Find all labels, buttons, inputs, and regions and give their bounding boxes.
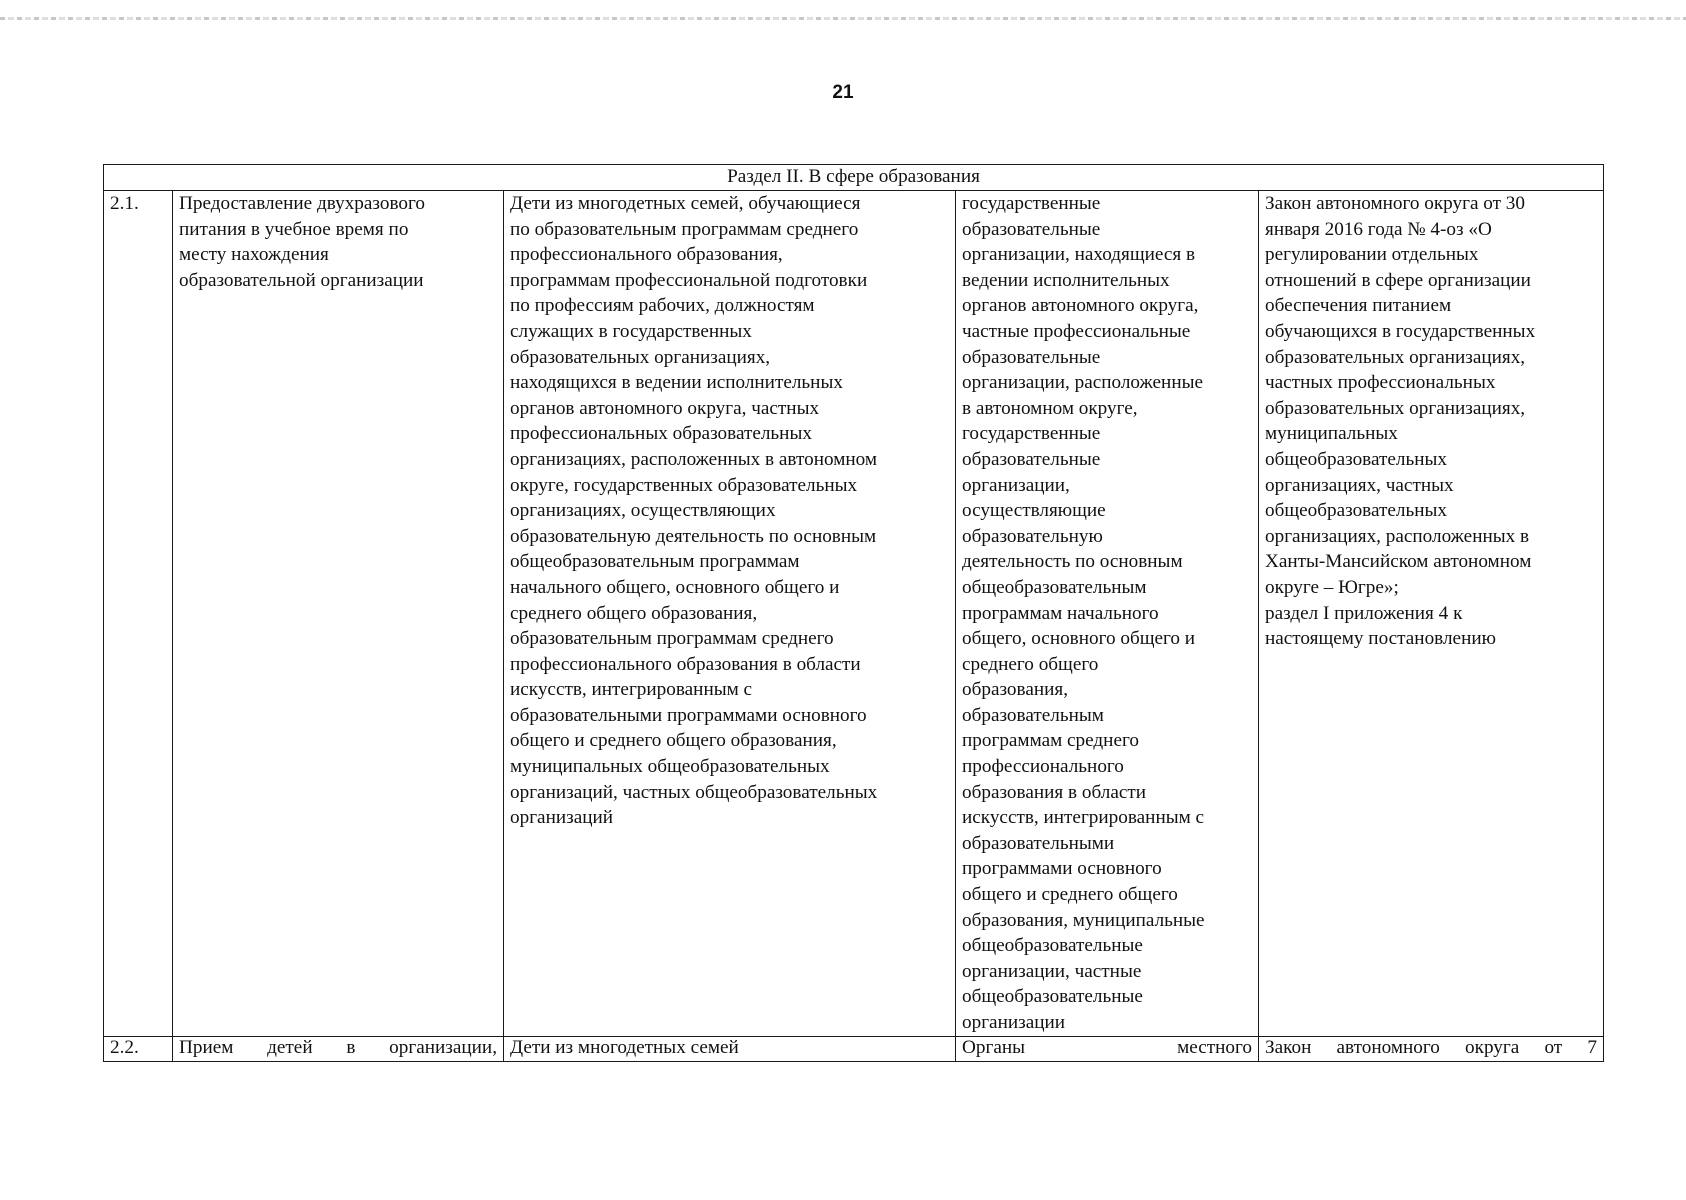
legal-basis-cell xyxy=(1259,191,1604,1037)
benefits-table xyxy=(103,164,1604,1062)
section-header-row xyxy=(104,165,1604,191)
recipients-cell: Дети из многодетных семей xyxy=(504,1036,956,1061)
row-number: 2.2. xyxy=(104,1036,173,1061)
service-cell xyxy=(173,191,504,1037)
section-title: Раздел II. В сфере образования xyxy=(104,165,1604,191)
recipients-text: Дети из многодетных семей, обучающиеся по образовательным программам среднего профессионального образования, программам профессиональной подготовки по профессиям рабочих, должностям служащих в государственных образовательных организациях, находящихся в ведении исполнительных органов автономного округа, частных профессиональных образовательных организациях, расположенных в автономном округе, государственных образовательных организациях, осуществляющих образовательную деятельность по основным общеобразовательным программам начального общего, основного общего и среднего общего образования, образовательным программам среднего профессионального образования в области искусств, интегрированным с образовательными программами основного общего и среднего общего образования, муниципальных общеобразовательных организаций, частных общеобразовательных организаций xyxy=(510,193,878,829)
legal-basis-text: Закон автономного округа от 30 января 2016 года № 4-оз «О регулировании отдельных отношений в сфере организации обеспечения питанием обучающихся в государственных образовательных организациях, частных профессиональных образовательных организациях, муниципальных общеобразовательных организациях, частных общеобразовательных организациях, расположенных в Ханты-Мансийском автономном округе – Югре»; раздел I приложения 4 к настоящему постановлению xyxy=(1265,193,1536,650)
service-cell: Прием детей в организации, xyxy=(173,1036,504,1061)
providers-cell: Органы местного xyxy=(956,1036,1259,1061)
scan-edge-noise xyxy=(0,17,1686,20)
service-text: Предоставление двухразового питания в учебное время по месту нахождения образовательной организации xyxy=(179,193,425,291)
recipients-cell xyxy=(504,191,956,1037)
page-number: 21 xyxy=(832,82,854,103)
row-number: 2.1. xyxy=(104,191,173,1037)
table-row xyxy=(104,1036,1604,1061)
providers-text: государственные образовательные организации, находящиеся в ведении исполнительных органов автономного округа, частные профессиональные образовательные организации, расположенные в автономном округе, государственные образовательные организации, осуществляющие образовательную деятельность по основным общеобразовательным программам начального общего, основного общего и среднего общего образования, образовательным программам среднего профессионального образования в области искусств, интегрированным с образовательными программами основного общего и среднего общего образования, муниципальные общеобразовательные организации, частные общеобразовательные организации xyxy=(962,193,1205,1033)
legal-basis-cell: Закон автономного округа от 7 xyxy=(1259,1036,1604,1061)
table-row xyxy=(104,191,1604,1037)
providers-cell xyxy=(956,191,1259,1037)
